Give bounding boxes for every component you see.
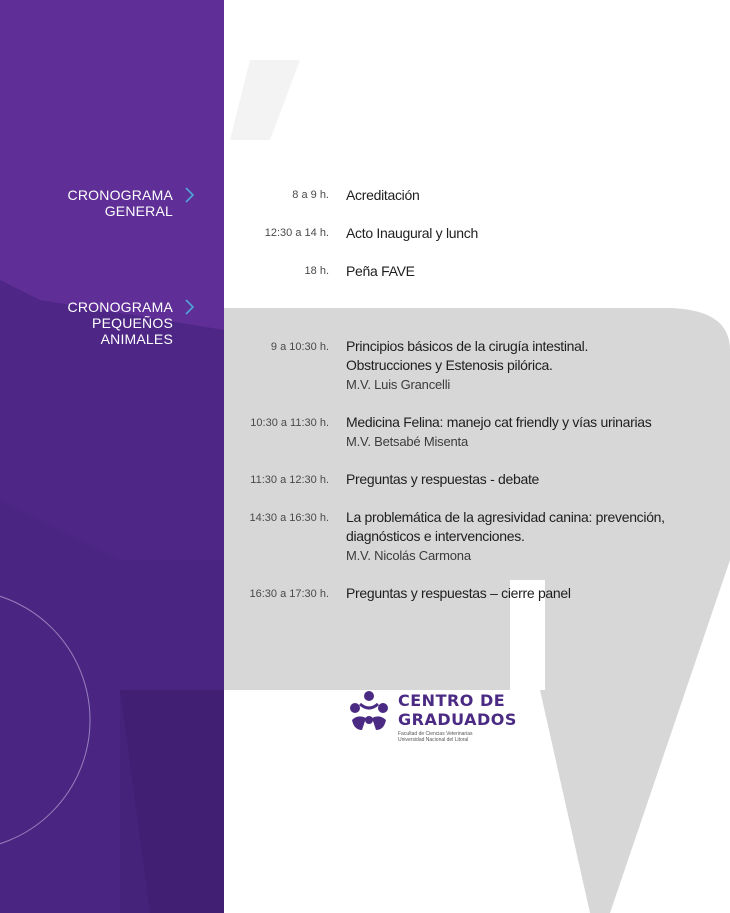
logo-text-line1: CENTRO DE	[398, 691, 506, 710]
schedule-title: Acreditación	[346, 187, 420, 203]
schedule-entry	[346, 413, 716, 451]
schedule-title: Acto Inaugural y lunch	[346, 225, 478, 241]
schedule-entry	[346, 224, 716, 243]
schedule-entry	[346, 470, 716, 489]
schedule-title: Obstrucciones y Estenosis pilórica.	[346, 357, 553, 373]
centro-graduados-logo	[346, 690, 526, 750]
schedule-time: 8 a 9 h.	[292, 189, 329, 201]
schedule-title: Preguntas y respuestas - debate	[346, 471, 540, 487]
schedule-time: 9 a 10:30 h.	[270, 341, 329, 353]
schedule-entry	[346, 186, 716, 205]
section-label-line: GENERAL	[104, 203, 173, 219]
schedule-time: 10:30 a 11:30 h.	[250, 417, 329, 429]
schedule-entry	[346, 508, 716, 565]
section-label-line: ANIMALES	[100, 331, 173, 347]
schedule-speaker: M.V. Luis Grancelli	[346, 377, 451, 392]
people-circle-logo-icon	[346, 690, 392, 734]
schedule-time: 18 h.	[304, 265, 329, 277]
schedule-title: Preguntas y respuestas – cierre panel	[346, 585, 571, 601]
logo-text-line2: GRADUADOS	[398, 710, 517, 729]
schedule-time: 12:30 a 14 h.	[264, 227, 329, 239]
schedule-title: Peña FAVE	[346, 263, 415, 279]
schedule-entry	[346, 337, 716, 394]
schedule-entry	[346, 584, 716, 603]
schedule-title: La problemática de la agresividad canina: prevención,	[346, 509, 665, 525]
schedule-speaker: M.V. Betsabé Misenta	[346, 434, 468, 449]
logo-tagline1: Facultad de Ciencias Veterinarias	[398, 731, 473, 737]
logo-tagline2: Universidad Nacional del Litoral	[398, 737, 469, 743]
section-label-line: CRONOGRAMA	[67, 187, 173, 203]
schedule-time: 11:30 a 12:30 h.	[250, 474, 329, 486]
section-label-line: PEQUEÑOS	[92, 315, 173, 331]
chevron-right-icon	[184, 299, 194, 315]
chevron-right-icon	[184, 187, 194, 203]
schedule-entry	[346, 262, 716, 281]
section-label-line: CRONOGRAMA	[67, 299, 173, 315]
schedule-title: Medicina Felina: manejo cat friendly y vías urinarias	[346, 414, 652, 430]
section-label-general	[68, 187, 173, 219]
schedule-time: 16:30 a 17:30 h.	[249, 588, 329, 600]
schedule-speaker: M.V. Nicolás Carmona	[346, 548, 471, 563]
schedule-title: Principios básicos de la cirugía intestinal.	[346, 338, 589, 354]
schedule-time: 14:30 a 16:30 h.	[249, 512, 329, 524]
section-label-pequenos	[68, 299, 173, 347]
schedule-title: diagnósticos e intervenciones.	[346, 528, 525, 544]
